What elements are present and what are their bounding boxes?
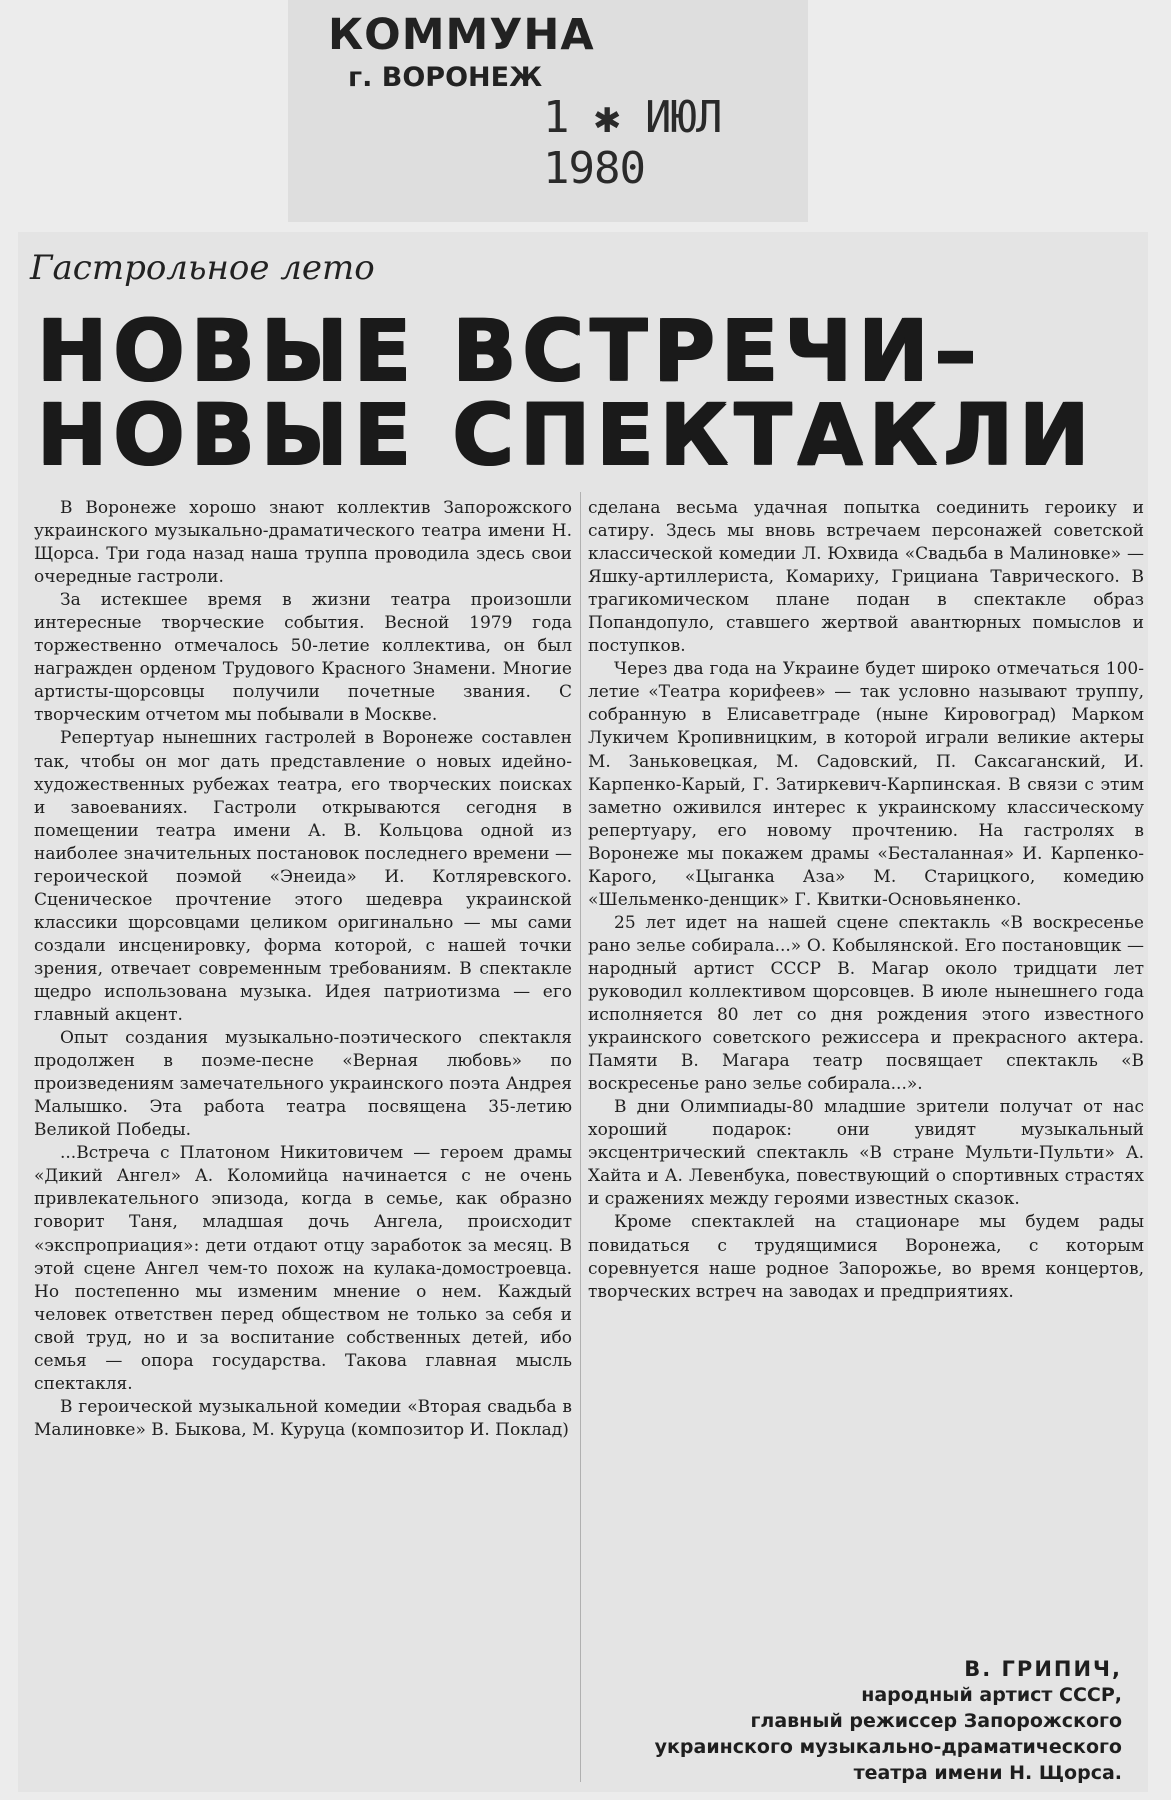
paragraph: Кроме спектаклей на стационаре мы будем рады повидаться с трудящимися Воронежа, с которым соревнуется наше родное Запорожье, во время концертов, творческих встреч на заводах и предприятиях.	[588, 1212, 1144, 1302]
paragraph: ...Встреча с Платоном Никитовичем — героем драмы «Дикий Ангел» А. Коломийца начинается с не очень привлекательного эпизода, когда в семье, как образно говорит Таня, младшая дочь Ангела, происходит «экспроприация»: дети отдают отцу заработок за месяц. В этой сцене Ангел чем-то похож на кулака-домостроевца. Но постепенно мы изменим мнение о нем. Каждый человек ответствен перед обществом не только за себя и свой труд, но и за воспитание собственных детей, ибо семья — опора государства. Такова главная мысль спектакля.	[34, 1143, 572, 1394]
paragraph: В Воронеже хорошо знают коллектив Запорожского украинского музыкально-драматического театра имени Н. Щорса. Три года назад наша труппа проводила здесь свои очередные гастроли.	[34, 498, 572, 588]
article-headline	[36, 301, 1136, 483]
author-title-line: народный артист СССР,	[861, 1684, 1122, 1706]
headline-line-1: НОВЫЕ ВСТРЕЧИ–	[36, 301, 982, 399]
paragraph: В дни Олимпиады-80 младшие зрители получат от нас хороший подарок: они увидят музыкальный эксцентрический спектакль «В стране Мульти-Пульти» А. Хайта и А. Левенбука, повествующий о спортивных страстях и сражениях между героями известных сказок.	[588, 1097, 1144, 1210]
paragraph: Опыт создания музыкально-поэтического спектакля продолжен в поэме-песне «Верная любовь» по произведениям замечательного украинского поэта Андрея Малышко. Эта работа театра посвящена 35-летию Великой Победы.	[34, 1028, 572, 1141]
article-rubric: Гастрольное лето	[30, 248, 375, 288]
paragraph: Репертуар нынешних гастролей в Воронеже составлен так, чтобы он мог дать представление о новых идейно-художественных рубежах театра, его творческих поисках и завоеваниях. Гастроли открываются сегодня в помещении театра имени А. В. Кольцова одной из наиболее значительных постановок последнего времени — героической поэмой «Энеида» И. Котляревского. Сценическое прочтение этого шедевра украинской классики щорсовцами целиком оригинально — мы сами создали инсценировку, форма которой, с нашей точки зрения, отвечает современным требованиям. В спектакле щедро использована музыка. Идея патриотизма — его главный акцент.	[34, 728, 572, 1026]
headline-line-2: НОВЫЕ СПЕКТАКЛИ	[36, 385, 1095, 483]
paragraph: За истекшее время в жизни театра произошли интересные творческие события. Весной 1979 года торжественно отмечалось 50-летие коллектива, он был награжден орденом Трудового Красного Знамени. Многие артисты-щорсовцы получили почетные звания. С творческим отчетом мы побывали в Москве.	[34, 590, 572, 726]
column-divider	[580, 492, 581, 1782]
author-name: В. ГРИПИЧ,	[964, 1657, 1122, 1681]
stamp-newspaper-name: КОММУНА	[328, 10, 595, 60]
paragraph: Через два года на Украине будет широко отмечаться 100-летие «Театра корифеев» — так условно называют труппу, собранную в Елисаветграде (ныне Кировоград) Марком Лукичем Кропивницким, в которой играли великие актеры М. Заньковецкая, М. Садовский, П. Саксаганский, И. Карпенко-Карый, Г. Затиркевич-Карпинская. В связи с этим заметно оживился интерес к украинскому классическому репертуару, его новому прочтению. На гастролях в Воронеже мы покажем драмы «Бесталанная» И. Карпенко-Карого, «Цыганка Аза» М. Старицкого, комедию «Шельменко-денщик» Г. Квитки-Основьяненко.	[588, 659, 1144, 910]
author-title-line: украинского музыкально-драматического	[654, 1736, 1122, 1758]
author-title-line: главный режиссер Запорожского	[750, 1710, 1122, 1732]
article-column-left	[34, 497, 572, 1442]
author-signature	[588, 1656, 1122, 1786]
paragraph: сделана весьма удачная попытка соединить героику и сатиру. Здесь мы вновь встречаем персонажей советской классической комедии Л. Юхвида «Свадьба в Малиновке» — Яшку-артиллериста, Комариху, Грициана Таврического. В трагикомическом плане подан в спектакле образ Попандопуло, ставшего жертвой авантюрных помыслов и поступков.	[588, 498, 1144, 657]
stamp-city: г. ВОРОНЕЖ	[348, 62, 543, 93]
stamp-date: 1 ✱ ИЮЛ 1980	[543, 92, 722, 194]
author-title-line: театра имени Н. Щорса.	[853, 1762, 1122, 1784]
paragraph: В героической музыкальной комедии «Вторая свадьба в Малиновке» В. Быкова, М. Куруца (композитор И. Поклад)	[34, 1396, 572, 1440]
paragraph: 25 лет идет на нашей сцене спектакль «В воскресенье рано зелье собирала...» О. Кобылянской. Его постановщик — народный артист СССР В. Магар около тридцати лет руководил коллективом щорсовцев. В июле нынешнего года исполняется 80 лет со дня рождения этого известного украинского советского режиссера и прекрасного актера. Памяти В. Магара театр посвящает спектакль «В воскресенье рано зелье собирала...».	[588, 912, 1144, 1095]
article-column-right	[588, 497, 1144, 1304]
archive-stamp	[288, 0, 808, 222]
